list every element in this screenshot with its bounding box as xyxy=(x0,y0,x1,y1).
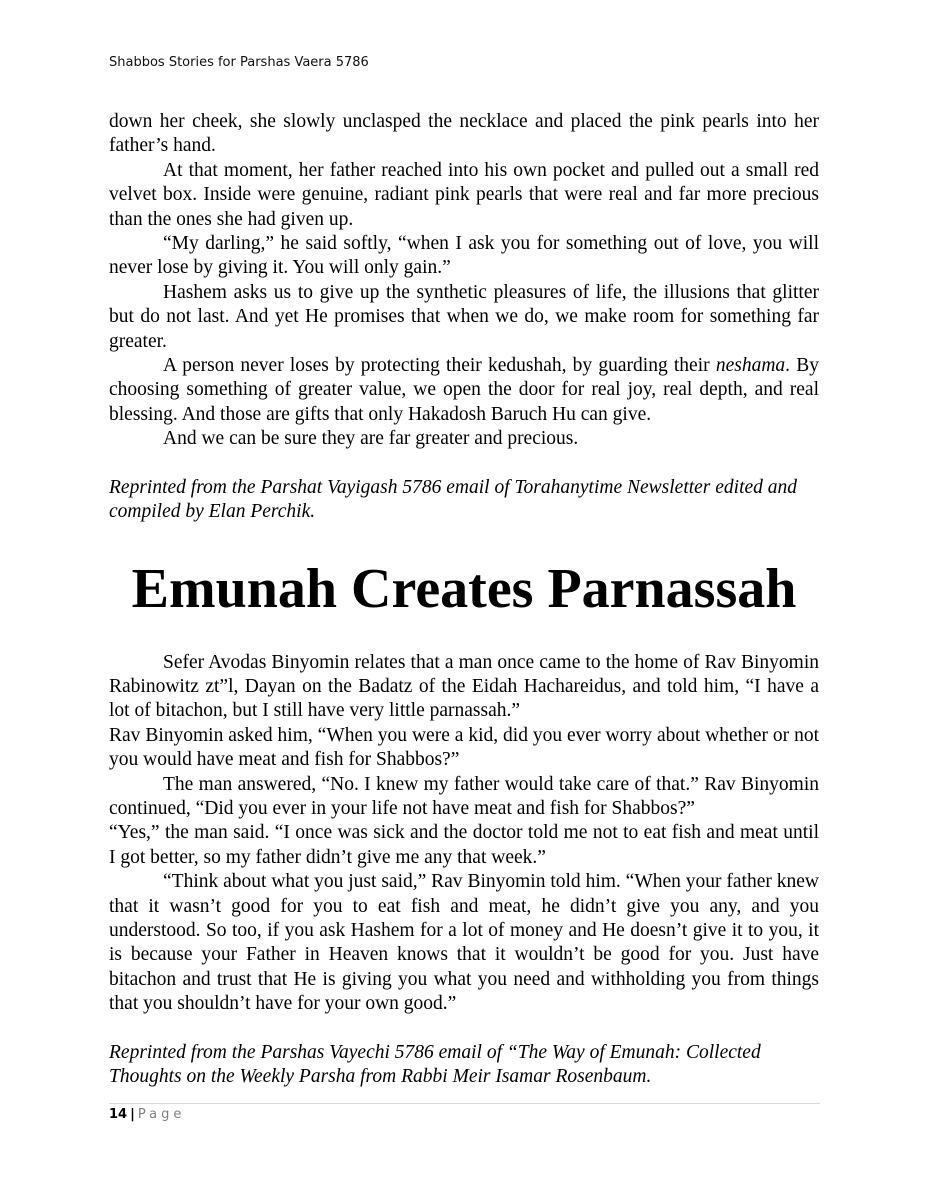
paragraph: At that moment, her father reached into his own pocket and pulled out a small red velvet box. Inside were genuine, radiant pink pearls that were real and far more precious than the ones she had given up. xyxy=(109,159,819,230)
page-number: 14 xyxy=(109,1107,128,1122)
paragraph: “My darling,” he said softly, “when I ask you for something out of love, you will never lose by giving it. You will only gain.” xyxy=(109,233,819,279)
reprint-credit: Reprinted from the Parshat Vayigash 5786 email of Torahanytime Newsletter edited and compiled by Elan Perchik. xyxy=(109,476,798,523)
paragraph: Hashem asks us to give up the synthetic pleasures of life, the illusions that glitter but do not last. And yet He promises that when we do, we make room for something far greater. xyxy=(109,281,819,352)
paragraph: And we can be sure they are far greater and precious. xyxy=(163,428,579,450)
paragraph: “Think about what you just said,” Rav Binyomin told him. “When your father knew that it wasn’t good for you to eat fish and meat, he didn’t give you any, and you understood. So too, if you ask Hashem for a lot of money and He doesn’t give it to you, it is because your Father in Heaven knows that it wouldn’t be good for you. Just have bitachon and trust that He is giving you what you need and withholding you from things that you shouldn’t have for your own good.” xyxy=(109,871,819,1015)
page-label: Page xyxy=(137,1107,186,1122)
footer-separator: | xyxy=(130,1107,135,1122)
paragraph xyxy=(109,354,819,427)
running-header: Shabbos Stories for Parshas Vaera 5786 xyxy=(109,55,369,70)
paragraph: down her cheek, she slowly unclasped the necklace and placed the pink pearls into her father’s hand. xyxy=(109,111,819,157)
text-run: . By choosing something of greater value, we open the door for real joy, real depth, and real blessing. And those are gifts that only Hakadosh Baruch Hu can give. xyxy=(109,355,819,425)
reprint-credit: Reprinted from the Parshas Vayechi 5786 email of “The Way of Emunah: Collected Thoughts on the Weekly Parsha from Rabbi Meir Isamar Rosenbaum. xyxy=(109,1041,761,1087)
page-footer xyxy=(109,1103,820,1122)
text-run: A person never loses by protecting their kedushah, by guarding their xyxy=(163,355,716,377)
italic-word: neshama xyxy=(715,355,786,377)
paragraph: The man answered, “No. I knew my father would take care of that.” Rav Binyomin continued, “Did you ever in your life not have meat and fish for Shabbos?” xyxy=(109,773,819,819)
paragraph: “Yes,” the man said. “I once was sick and the doctor told me not to eat fish and meat until I got better, so my father didn’t give me any that week.” xyxy=(109,822,819,868)
paragraph: Sefer Avodas Binyomin relates that a man once came to the home of Rav Binyomin Rabinowitz zt”l, Dayan on the Badatz of the Eidah Hachareidus, and told him, “I have a lot of bitachon, but I still have very little parnassah.” xyxy=(109,651,819,722)
paragraph: Rav Binyomin asked him, “When you were a kid, did you ever worry about whether or not you would have meat and fish for Shabbos?” xyxy=(109,724,819,771)
article-title: Emunah Creates Parnassah xyxy=(131,557,797,620)
page-content xyxy=(109,110,819,1089)
